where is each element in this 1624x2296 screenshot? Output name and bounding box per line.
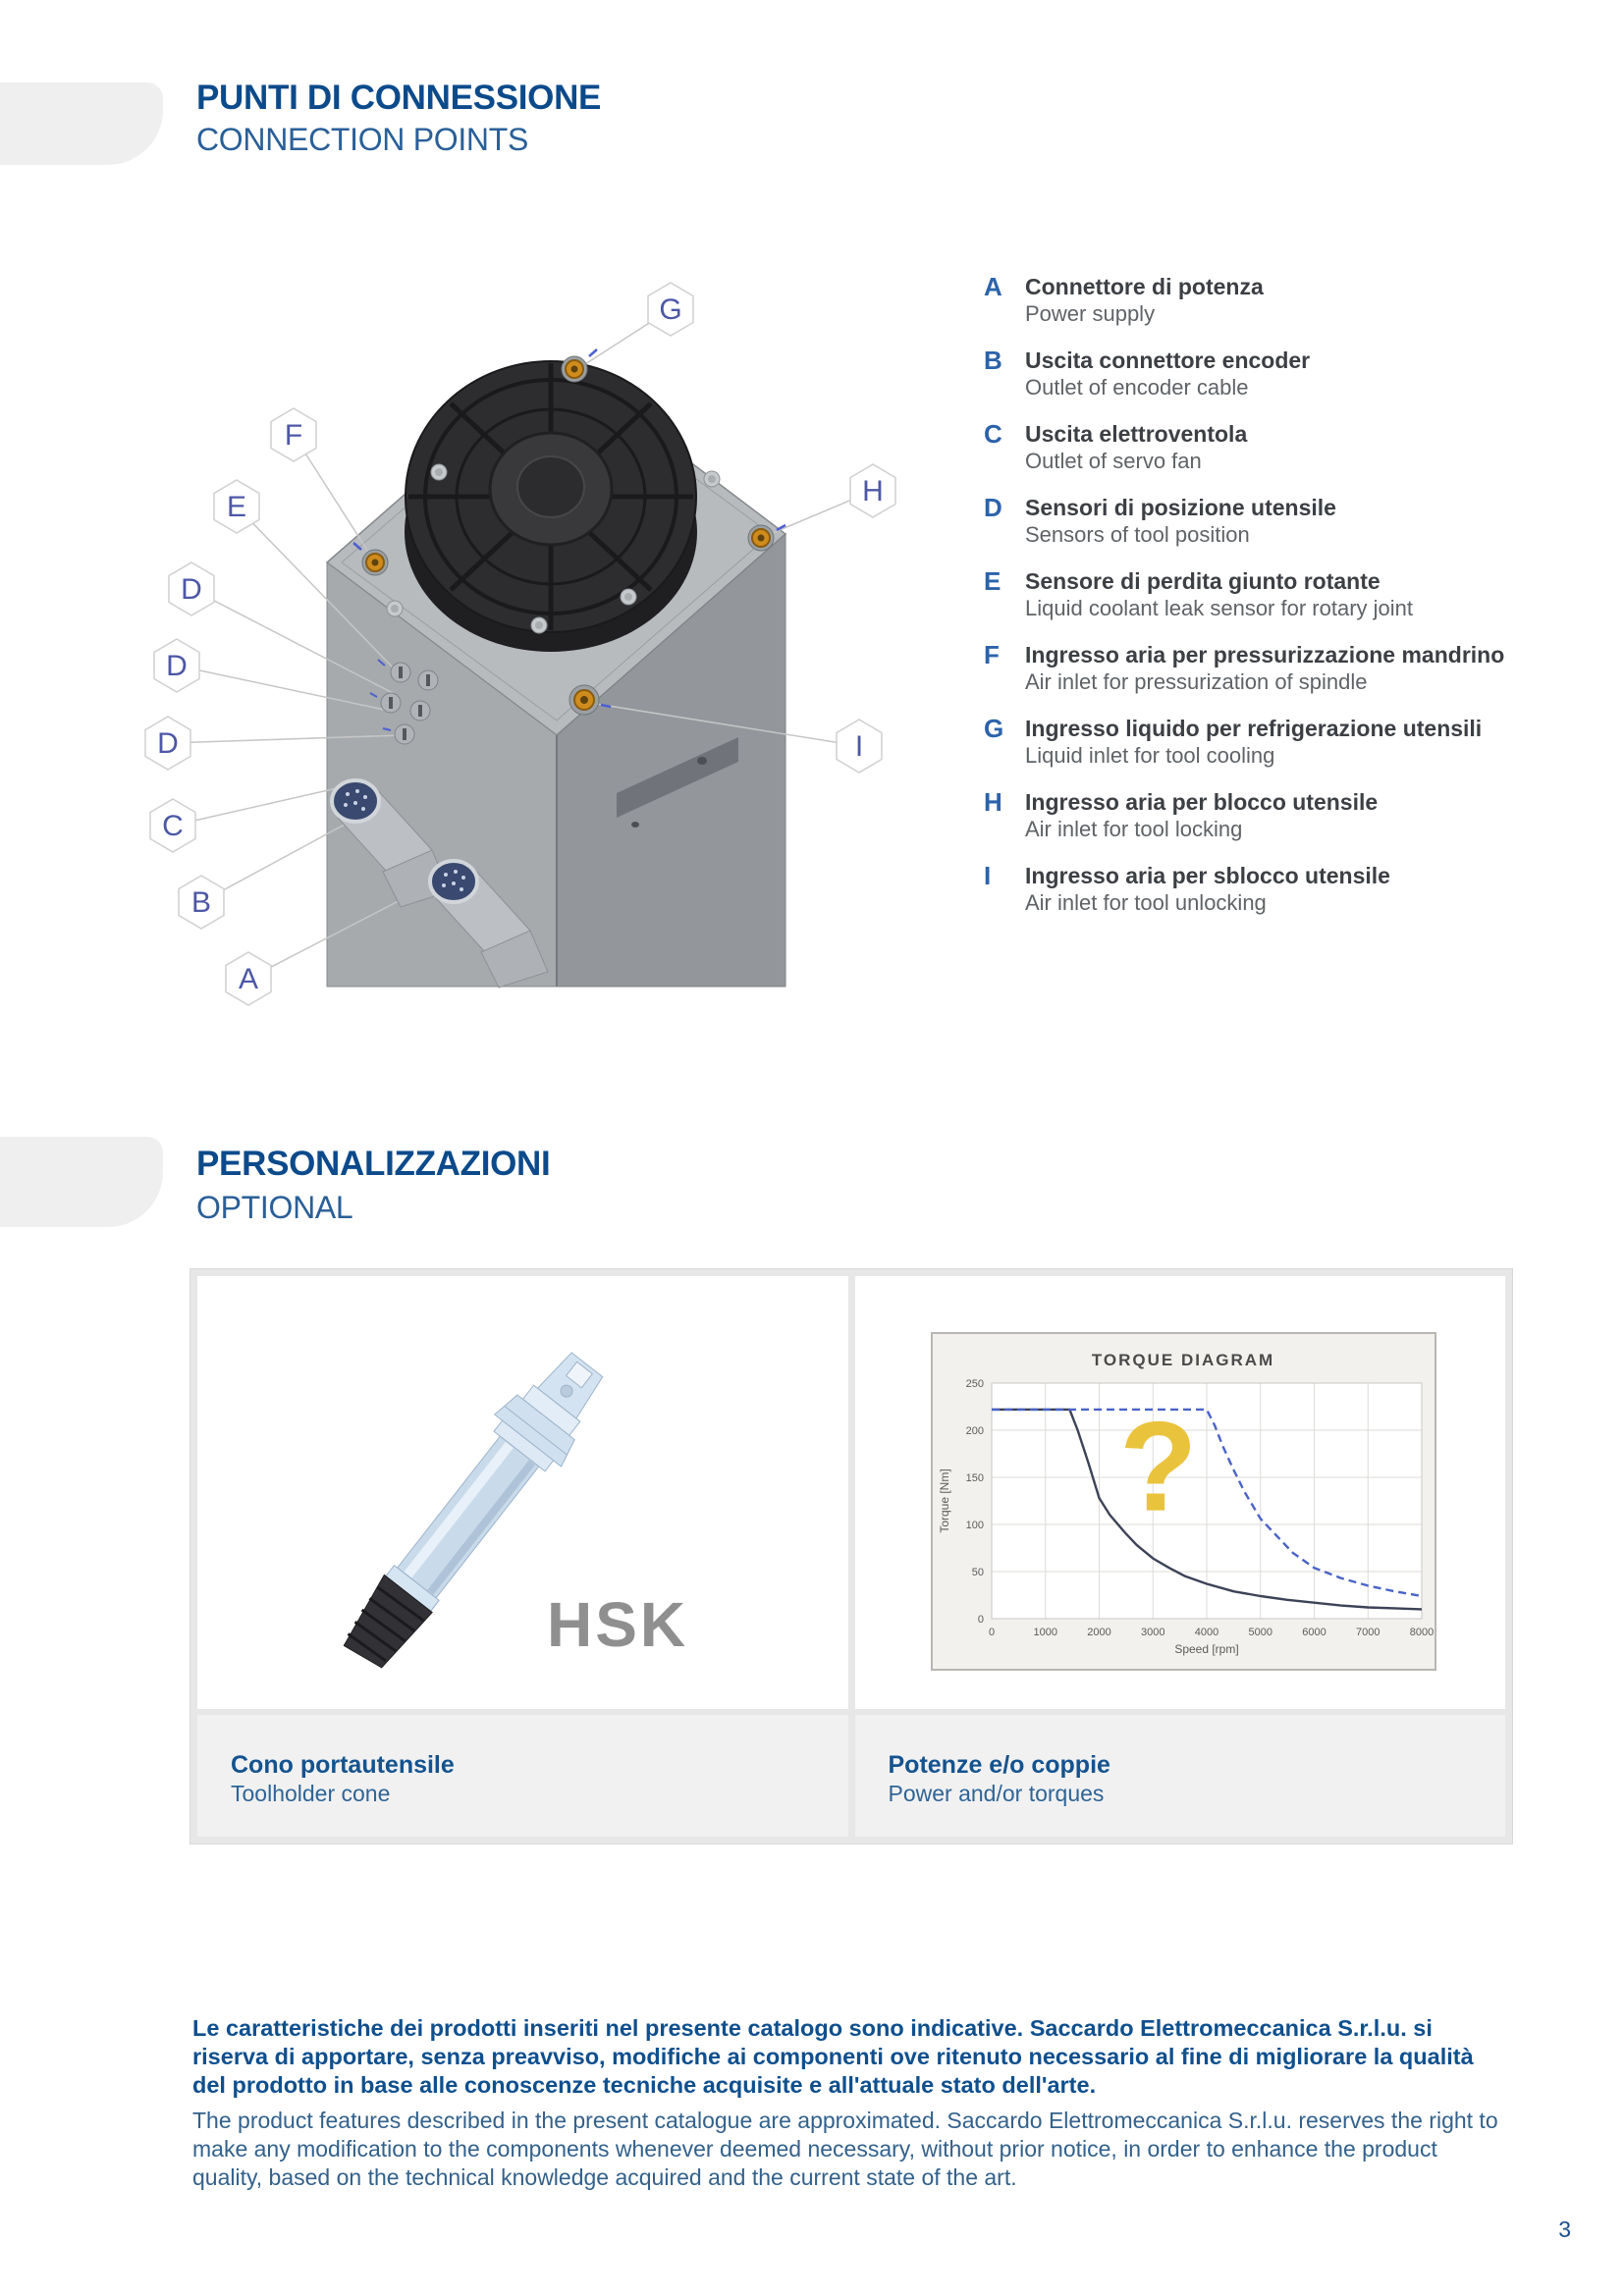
hex-label-D1: D xyxy=(181,573,202,606)
y-tick-label: 100 xyxy=(965,1520,984,1531)
hex-label-H: H xyxy=(862,475,884,507)
caption-italian: Cono portautensile xyxy=(231,1751,455,1779)
torque-diagram-chart xyxy=(931,1332,1436,1671)
connection-point-item xyxy=(984,567,1514,621)
connection-point-letter: F xyxy=(984,640,1000,669)
section-title-italian: PERSONALIZZAZIONI xyxy=(196,1145,551,1183)
connection-point-title-it: Ingresso aria per blocco utensile xyxy=(1025,789,1379,815)
connection-point-item xyxy=(984,494,1514,548)
chart-title: TORQUE DIAGRAM xyxy=(1091,1351,1274,1369)
disclaimer-italian: Le caratteristiche dei prodotti inseriti nel presente catalogo sono indicative. Saccardo Elettromeccanica S.r.l.u. si riserva di apportare, senza preavviso, modifiche ai componenti ove ritenuto necessario al fine di migliorare la qualità del prodotto in base alle conoscenze tecniche acquisite e all'attuale stato dell'arte. xyxy=(192,2015,1474,2098)
connection-point-title-it: Sensore di perdita giunto rotante xyxy=(1025,568,1380,594)
x-tick-label: 1000 xyxy=(1033,1627,1057,1638)
connection-point-item xyxy=(984,715,1514,769)
section-title-italian: PUNTI DI CONNESSIONE xyxy=(196,79,602,117)
connection-point-title-en: Sensors of tool position xyxy=(1025,522,1250,547)
connection-point-letter: B xyxy=(984,346,1002,375)
connection-point-item xyxy=(984,420,1514,474)
section-title-english: OPTIONAL xyxy=(196,1190,353,1225)
x-tick-label: 2000 xyxy=(1086,1627,1111,1638)
y-tick-label: 250 xyxy=(965,1378,984,1390)
y-tick-label: 200 xyxy=(965,1425,984,1437)
x-axis-label: Speed [rpm] xyxy=(1173,1642,1239,1656)
spindle-connection-diagram xyxy=(137,243,982,1029)
caption-english: Toolholder cone xyxy=(231,1781,391,1806)
connection-point-title-en: Outlet of servo fan xyxy=(1025,449,1202,473)
y-tick-label: 50 xyxy=(971,1567,984,1578)
connection-point-title-en: Air inlet for tool unlocking xyxy=(1025,890,1267,915)
y-axis-label: Torque [Nm] xyxy=(937,1468,951,1533)
toolholder-image-area xyxy=(197,1276,848,1709)
page-number: 3 xyxy=(1558,2216,1571,2242)
torque-card xyxy=(855,1276,1506,1837)
hex-label-D3: D xyxy=(157,727,179,760)
connection-point-letter: C xyxy=(984,419,1002,449)
connection-point-title-it: Uscita connettore encoder xyxy=(1025,347,1311,373)
disclaimer-english: The product features described in the present catalogue are approximated. Saccardo Elettromeccanica S.r.l.u. reserves the right to make any modification to the components whenever deemed necessary, without prior notice, in order to enhance the product quality, based on the technical knowledge acquired and the current state of the art. xyxy=(192,2108,1498,2190)
disclaimer-block xyxy=(192,2014,1506,2192)
connection-point-letter: E xyxy=(984,566,1001,596)
toolholder-caption xyxy=(197,1715,848,1837)
question-mark-annotation: ? xyxy=(1118,1394,1197,1538)
connection-point-letter: A xyxy=(984,272,1002,301)
toolholder-card xyxy=(197,1276,848,1837)
connection-point-title-en: Power supply xyxy=(1025,301,1156,326)
x-tick-label: 7000 xyxy=(1355,1627,1380,1638)
connection-point-title-it: Ingresso liquido per refrigerazione utensili xyxy=(1025,716,1483,741)
hex-label-F: F xyxy=(284,419,303,452)
hex-label-B: B xyxy=(190,886,212,919)
x-tick-label: 0 xyxy=(988,1627,995,1638)
hex-label-C: C xyxy=(162,810,184,842)
x-tick-label: 4000 xyxy=(1194,1627,1218,1638)
connection-point-title-en: Air inlet for tool locking xyxy=(1025,817,1243,841)
x-tick-label: 5000 xyxy=(1248,1627,1272,1638)
connection-point-letter: G xyxy=(984,714,1004,743)
connection-point-title-en: Liquid coolant leak sensor for rotary joint xyxy=(1025,596,1413,620)
connection-point-title-it: Ingresso aria per pressurizzazione mandrino xyxy=(1025,642,1505,667)
connection-point-title-it: Uscita elettroventola xyxy=(1025,421,1248,447)
connection-point-item xyxy=(984,788,1514,842)
connection-point-letter: I xyxy=(984,861,992,890)
connection-point-title-en: Liquid inlet for tool cooling xyxy=(1025,743,1275,768)
optional-cards-grid xyxy=(189,1268,1513,1844)
y-tick-label: 0 xyxy=(977,1614,984,1626)
connection-point-item xyxy=(984,641,1514,695)
x-tick-label: 6000 xyxy=(1301,1627,1326,1638)
connection-point-title-en: Air inlet for pressurization of spindle xyxy=(1025,669,1368,694)
connection-point-title-en: Outlet of encoder cable xyxy=(1025,375,1249,400)
connection-point-item xyxy=(984,273,1514,327)
hex-label-A: A xyxy=(238,963,259,995)
connection-point-letter: D xyxy=(984,493,1002,522)
connection-point-item xyxy=(984,862,1514,916)
section-tab-decoration xyxy=(0,1137,163,1227)
hsk-label: HSK xyxy=(547,1589,689,1660)
connection-point-title-it: Connettore di potenza xyxy=(1025,274,1264,299)
section-title-english: CONNECTION POINTS xyxy=(196,122,529,157)
x-tick-label: 3000 xyxy=(1140,1627,1164,1638)
y-tick-label: 150 xyxy=(965,1472,984,1484)
caption-italian: Potenze e/o coppie xyxy=(888,1751,1110,1779)
hex-label-I: I xyxy=(854,730,864,763)
caption-english: Power and/or torques xyxy=(888,1781,1105,1806)
hex-label-D2: D xyxy=(166,650,188,682)
torque-image-area xyxy=(855,1276,1506,1709)
section-tab-decoration xyxy=(0,82,163,165)
connection-point-letter: H xyxy=(984,787,1002,817)
connection-point-title-it: Sensori di posizione utensile xyxy=(1025,495,1336,520)
hex-label-E: E xyxy=(226,491,247,523)
connection-point-title-it: Ingresso aria per sblocco utensile xyxy=(1025,863,1390,888)
connection-point-item xyxy=(984,347,1514,400)
torque-caption xyxy=(855,1715,1506,1837)
hex-label-G: G xyxy=(659,294,682,326)
x-tick-label: 8000 xyxy=(1409,1627,1434,1638)
connection-points-list xyxy=(984,273,1514,935)
